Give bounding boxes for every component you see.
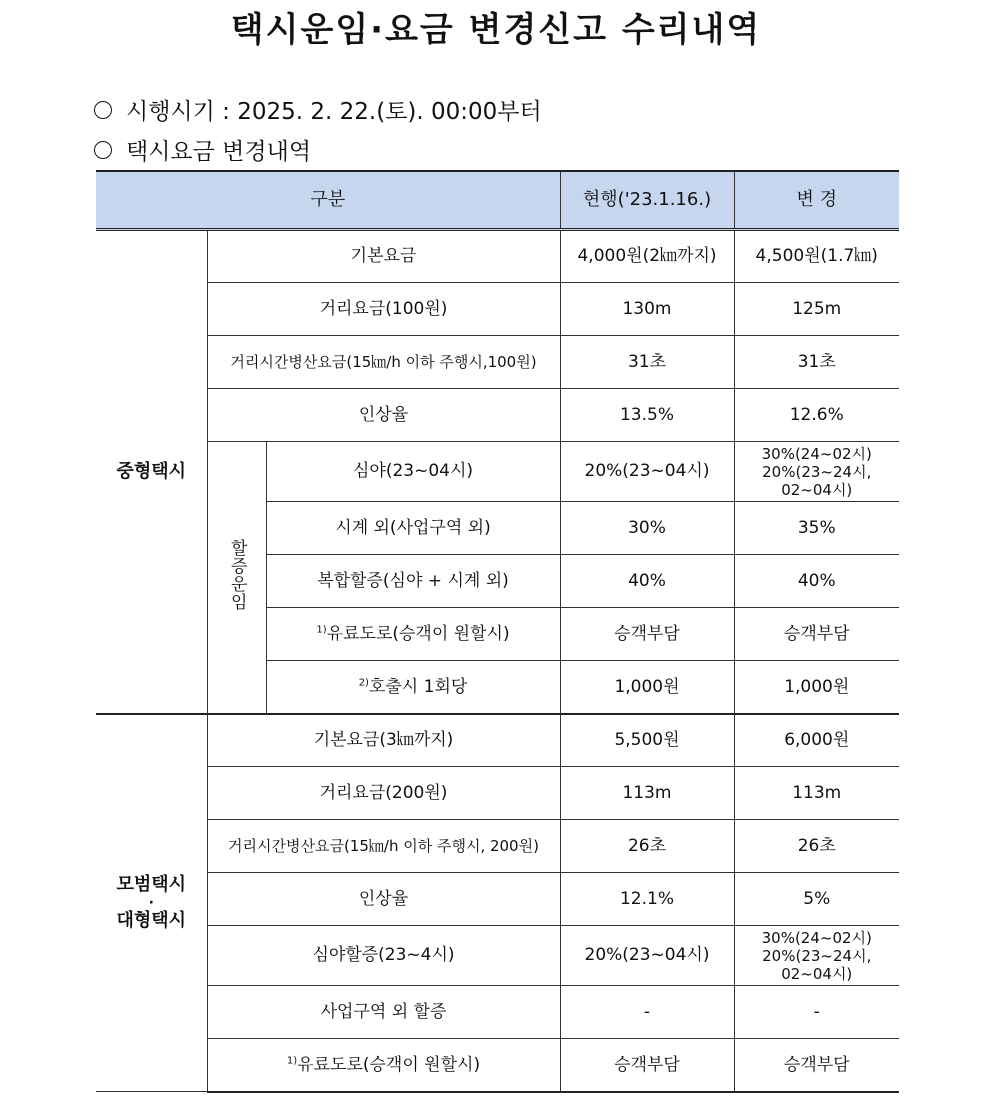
row-item-text: 유료도로(승객이 원할시) bbox=[297, 1054, 481, 1075]
row-item: 기본요금(3㎞까지) bbox=[207, 714, 560, 767]
row-item: 거리시간병산요금(15㎞/h 이하 주행시,100원) bbox=[207, 336, 560, 389]
row-item: 심야(23~04시) bbox=[266, 442, 560, 502]
fare-change-table bbox=[96, 170, 899, 1093]
surcharge-label-cell bbox=[207, 442, 266, 714]
table-row bbox=[96, 1039, 899, 1092]
row-current: 12.1% bbox=[560, 873, 734, 926]
group-label-line: 모범택시 bbox=[116, 874, 187, 896]
row-current: 승객부담 bbox=[560, 608, 734, 661]
row-changed: 26초 bbox=[734, 820, 899, 873]
changes-heading-text: 택시요금 변경내역 bbox=[126, 139, 312, 165]
row-current: 40% bbox=[560, 555, 734, 608]
changed-line: 20%(23~24시, 02~04시) bbox=[762, 462, 872, 499]
row-changed: 4,500원(1.7㎞) bbox=[734, 230, 899, 283]
row-item: 시계 외(사업구역 외) bbox=[266, 502, 560, 555]
row-item bbox=[266, 661, 560, 714]
row-current: 4,000원(2㎞까지) bbox=[560, 230, 734, 283]
table-row bbox=[96, 926, 899, 986]
row-changed: 113m bbox=[734, 767, 899, 820]
row-changed: 31초 bbox=[734, 336, 899, 389]
table-row bbox=[96, 873, 899, 926]
row-current: 20%(23~04시) bbox=[560, 442, 734, 502]
header-category: 구분 bbox=[96, 171, 560, 230]
table-row bbox=[96, 767, 899, 820]
row-item: 거리요금(200원) bbox=[207, 767, 560, 820]
row-item: 심야할증(23~4시) bbox=[207, 926, 560, 986]
surcharge-label: 할증운임 bbox=[226, 538, 247, 611]
row-current: 20%(23~04시) bbox=[560, 926, 734, 986]
table-row bbox=[96, 389, 899, 442]
row-current: 1,000원 bbox=[560, 661, 734, 714]
group-label-line: 대형택시 bbox=[116, 909, 187, 931]
group-label-deluxe bbox=[96, 714, 207, 1092]
row-changed: 125m bbox=[734, 283, 899, 336]
row-current: 113m bbox=[560, 767, 734, 820]
table-row bbox=[96, 230, 899, 283]
row-item-text: 호출시 1회당 bbox=[368, 676, 468, 697]
group-label-dot: · bbox=[148, 894, 154, 911]
row-changed: - bbox=[734, 986, 899, 1039]
changes-heading-line bbox=[94, 133, 311, 166]
row-current: 130m bbox=[560, 283, 734, 336]
row-changed: 40% bbox=[734, 555, 899, 608]
table-row bbox=[96, 714, 899, 767]
row-item: 인상율 bbox=[207, 873, 560, 926]
row-changed: 12.6% bbox=[734, 389, 899, 442]
row-changed bbox=[734, 926, 899, 986]
table-row bbox=[96, 336, 899, 389]
page-title: 택시운임·요금 변경신고 수리내역 bbox=[230, 10, 762, 50]
row-changed: 승객부담 bbox=[734, 608, 899, 661]
row-changed: 승객부담 bbox=[734, 1039, 899, 1092]
row-current: 26초 bbox=[560, 820, 734, 873]
row-item bbox=[266, 608, 560, 661]
row-changed: 35% bbox=[734, 502, 899, 555]
header-changed: 변 경 bbox=[734, 171, 899, 230]
footnote-marker: 2) bbox=[358, 676, 369, 688]
table-row bbox=[96, 820, 899, 873]
row-item: 기본요금 bbox=[207, 230, 560, 283]
row-item-text: 유료도로(승객이 원할시) bbox=[326, 623, 510, 644]
row-current: 13.5% bbox=[560, 389, 734, 442]
table-header-row bbox=[96, 171, 899, 230]
row-item: 복합할증(심야 + 시계 외) bbox=[266, 555, 560, 608]
table-row bbox=[96, 442, 899, 502]
row-item: 거리요금(100원) bbox=[207, 283, 560, 336]
row-changed bbox=[734, 442, 899, 502]
circle-bullet-icon bbox=[94, 101, 112, 119]
row-item bbox=[207, 1039, 560, 1092]
changed-line: 30%(24~02시) bbox=[761, 928, 872, 947]
table-row bbox=[96, 986, 899, 1039]
row-changed: 5% bbox=[734, 873, 899, 926]
changed-line: 20%(23~24시, 02~04시) bbox=[762, 946, 872, 983]
row-changed: 6,000원 bbox=[734, 714, 899, 767]
row-current: 5,500원 bbox=[560, 714, 734, 767]
row-item: 거리시간병산요금(15㎞/h 이하 주행시, 200원) bbox=[207, 820, 560, 873]
row-current: - bbox=[560, 986, 734, 1039]
group-label-midsize: 중형택시 bbox=[96, 230, 207, 714]
footnote-marker: 1) bbox=[286, 1054, 298, 1066]
row-item: 사업구역 외 할증 bbox=[207, 986, 560, 1039]
row-changed: 1,000원 bbox=[734, 661, 899, 714]
row-current: 31초 bbox=[560, 336, 734, 389]
header-current: 현행('23.1.16.) bbox=[560, 171, 734, 230]
circle-bullet-icon bbox=[94, 141, 112, 159]
effective-date-text: 시행시기 : 2025. 2. 22.(토). 00:00부터 bbox=[126, 99, 542, 125]
effective-date-line bbox=[94, 93, 542, 126]
row-current: 승객부담 bbox=[560, 1039, 734, 1092]
table-row bbox=[96, 283, 899, 336]
row-current: 30% bbox=[560, 502, 734, 555]
row-item: 인상율 bbox=[207, 389, 560, 442]
footnote-marker: 1) bbox=[316, 624, 327, 636]
changed-line: 30%(24~02시) bbox=[761, 444, 872, 463]
